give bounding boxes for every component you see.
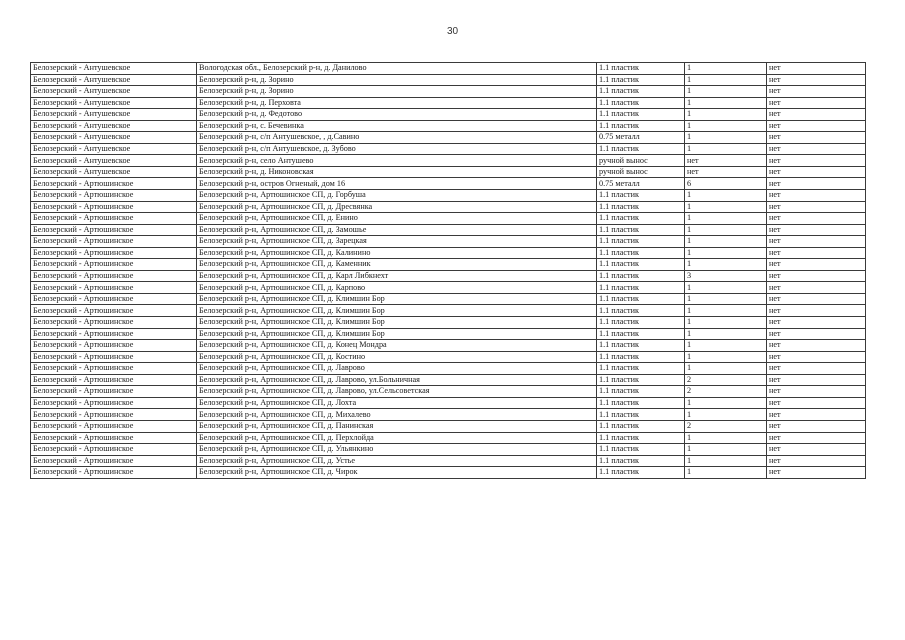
container-count-cell: 1 xyxy=(685,143,767,155)
district-settlement-cell: Белозерский - Артюшинское xyxy=(31,363,197,375)
flag-cell: нет xyxy=(767,374,866,386)
flag-cell: нет xyxy=(767,270,866,282)
container-count-cell: 1 xyxy=(685,224,767,236)
table-row xyxy=(31,317,866,329)
container-count-cell: 1 xyxy=(685,109,767,121)
container-type-cell: 1.1 пластик xyxy=(597,397,685,409)
table-row xyxy=(31,247,866,259)
flag-cell: нет xyxy=(767,120,866,132)
container-type-cell: 1.1 пластик xyxy=(597,109,685,121)
address-cell: Белозерский р-н, д. Зорино xyxy=(197,74,597,86)
table-row xyxy=(31,397,866,409)
container-count-cell: 2 xyxy=(685,420,767,432)
district-settlement-cell: Белозерский - Артюшинское xyxy=(31,351,197,363)
container-type-cell: 1.1 пластик xyxy=(597,120,685,132)
flag-cell: нет xyxy=(767,132,866,144)
address-cell: Белозерский р-н, Артюшинское СП, д. Панинская xyxy=(197,420,597,432)
container-type-cell: 1.1 пластик xyxy=(597,259,685,271)
district-settlement-cell: Белозерский - Антушевское xyxy=(31,120,197,132)
container-count-cell: 1 xyxy=(685,317,767,329)
address-cell: Белозерский р-н, Артюшинское СП, д. Енино xyxy=(197,213,597,225)
container-type-cell: 1.1 пластик xyxy=(597,213,685,225)
address-cell: Белозерский р-н, Артюшинское СП, д. Климшин Бор xyxy=(197,305,597,317)
district-settlement-cell: Белозерский - Артюшинское xyxy=(31,455,197,467)
address-cell: Белозерский р-н, с/п Антушевское, , д.Савино xyxy=(197,132,597,144)
address-cell: Белозерский р-н, Артюшинское СП, д. Дресвянка xyxy=(197,201,597,213)
table-row xyxy=(31,351,866,363)
table-row xyxy=(31,201,866,213)
container-type-cell: 1.1 пластик xyxy=(597,247,685,259)
container-type-cell: ручной вынос xyxy=(597,155,685,167)
district-settlement-cell: Белозерский - Антушевское xyxy=(31,166,197,178)
address-cell: Белозерский р-н, Артюшинское СП, д. Климшин Бор xyxy=(197,328,597,340)
container-type-cell: 1.1 пластик xyxy=(597,340,685,352)
flag-cell: нет xyxy=(767,386,866,398)
table-row xyxy=(31,340,866,352)
district-settlement-cell: Белозерский - Артюшинское xyxy=(31,467,197,479)
container-count-cell: 1 xyxy=(685,120,767,132)
container-count-cell: 1 xyxy=(685,455,767,467)
container-type-cell: 1.1 пластик xyxy=(597,317,685,329)
table-row xyxy=(31,270,866,282)
district-settlement-cell: Белозерский - Артюшинское xyxy=(31,409,197,421)
container-type-cell: 1.1 пластик xyxy=(597,224,685,236)
container-count-cell: 1 xyxy=(685,340,767,352)
container-count-cell: 1 xyxy=(685,97,767,109)
address-cell: Белозерский р-н, Артюшинское СП, д. Климшин Бор xyxy=(197,317,597,329)
table-row xyxy=(31,236,866,248)
district-settlement-cell: Белозерский - Артюшинское xyxy=(31,432,197,444)
flag-cell: нет xyxy=(767,166,866,178)
container-count-cell: 1 xyxy=(685,432,767,444)
table-row xyxy=(31,143,866,155)
table-row xyxy=(31,374,866,386)
container-count-cell: 1 xyxy=(685,132,767,144)
container-type-cell: 1.1 пластик xyxy=(597,328,685,340)
container-count-cell: 1 xyxy=(685,351,767,363)
container-type-cell: 1.1 пластик xyxy=(597,270,685,282)
container-type-cell: 0.75 металл xyxy=(597,132,685,144)
flag-cell: нет xyxy=(767,74,866,86)
flag-cell: нет xyxy=(767,409,866,421)
district-settlement-cell: Белозерский - Антушевское xyxy=(31,155,197,167)
flag-cell: нет xyxy=(767,259,866,271)
address-cell: Белозерский р-н, Артюшинское СП, д. Каменник xyxy=(197,259,597,271)
district-settlement-cell: Белозерский - Артюшинское xyxy=(31,270,197,282)
data-table xyxy=(30,62,866,479)
district-settlement-cell: Белозерский - Антушевское xyxy=(31,74,197,86)
container-count-cell: 1 xyxy=(685,86,767,98)
district-settlement-cell: Белозерский - Артюшинское xyxy=(31,282,197,294)
district-settlement-cell: Белозерский - Антушевское xyxy=(31,63,197,75)
container-type-cell: 1.1 пластик xyxy=(597,420,685,432)
container-type-cell: 1.1 пластик xyxy=(597,305,685,317)
flag-cell: нет xyxy=(767,201,866,213)
district-settlement-cell: Белозерский - Артюшинское xyxy=(31,190,197,202)
flag-cell: нет xyxy=(767,397,866,409)
flag-cell: нет xyxy=(767,63,866,75)
container-count-cell: 1 xyxy=(685,305,767,317)
container-count-cell: нет xyxy=(685,166,767,178)
address-cell: Белозерский р-н, д. Зорино xyxy=(197,86,597,98)
address-cell: Белозерский р-н, Артюшинское СП, д. Михалево xyxy=(197,409,597,421)
flag-cell: нет xyxy=(767,444,866,456)
table-row xyxy=(31,282,866,294)
container-count-cell: 1 xyxy=(685,409,767,421)
district-settlement-cell: Белозерский - Антушевское xyxy=(31,86,197,98)
table-row xyxy=(31,444,866,456)
container-count-cell: 1 xyxy=(685,74,767,86)
address-cell: Белозерский р-н, Артюшинское СП, д. Климшин Бор xyxy=(197,293,597,305)
district-settlement-cell: Белозерский - Артюшинское xyxy=(31,213,197,225)
flag-cell: нет xyxy=(767,86,866,98)
district-settlement-cell: Белозерский - Артюшинское xyxy=(31,293,197,305)
flag-cell: нет xyxy=(767,432,866,444)
district-settlement-cell: Белозерский - Артюшинское xyxy=(31,178,197,190)
address-cell: Белозерский р-н, Артюшинское СП, д. Лаврово, ул.Больничная xyxy=(197,374,597,386)
container-type-cell: 1.1 пластик xyxy=(597,374,685,386)
flag-cell: нет xyxy=(767,282,866,294)
container-type-cell: 0.75 металл xyxy=(597,178,685,190)
table-row xyxy=(31,74,866,86)
container-type-cell: 1.1 пластик xyxy=(597,409,685,421)
table-row xyxy=(31,224,866,236)
container-count-cell: 1 xyxy=(685,236,767,248)
container-count-cell: 1 xyxy=(685,201,767,213)
flag-cell: нет xyxy=(767,143,866,155)
address-cell: Белозерский р-н, с. Бечевинка xyxy=(197,120,597,132)
container-type-cell: 1.1 пластик xyxy=(597,432,685,444)
table-row xyxy=(31,213,866,225)
container-type-cell: 1.1 пластик xyxy=(597,455,685,467)
container-count-cell: 1 xyxy=(685,444,767,456)
container-type-cell: 1.1 пластик xyxy=(597,97,685,109)
address-cell: Белозерский р-н, Артюшинское СП, д. Лаврово xyxy=(197,363,597,375)
district-settlement-cell: Белозерский - Артюшинское xyxy=(31,420,197,432)
container-count-cell: 1 xyxy=(685,397,767,409)
district-settlement-cell: Белозерский - Артюшинское xyxy=(31,444,197,456)
table-row xyxy=(31,420,866,432)
table-row xyxy=(31,455,866,467)
flag-cell: нет xyxy=(767,236,866,248)
container-count-cell: 1 xyxy=(685,63,767,75)
table-row xyxy=(31,363,866,375)
container-type-cell: ручной вынос xyxy=(597,166,685,178)
container-count-cell: 1 xyxy=(685,259,767,271)
container-type-cell: 1.1 пластик xyxy=(597,293,685,305)
table-row xyxy=(31,432,866,444)
container-count-cell: 1 xyxy=(685,213,767,225)
district-settlement-cell: Белозерский - Артюшинское xyxy=(31,386,197,398)
address-cell: Белозерский р-н, Артюшинское СП, д. Карл Либкнехт xyxy=(197,270,597,282)
district-settlement-cell: Белозерский - Артюшинское xyxy=(31,374,197,386)
address-cell: Белозерский р-н, село Антушево xyxy=(197,155,597,167)
address-cell: Белозерский р-н, Артюшинское СП, д. Чирок xyxy=(197,467,597,479)
flag-cell: нет xyxy=(767,155,866,167)
district-settlement-cell: Белозерский - Антушевское xyxy=(31,143,197,155)
address-cell: Белозерский р-н, Артюшинское СП, д. Ульянкино xyxy=(197,444,597,456)
flag-cell: нет xyxy=(767,305,866,317)
address-cell: Белозерский р-н, д. Федотово xyxy=(197,109,597,121)
container-type-cell: 1.1 пластик xyxy=(597,86,685,98)
district-settlement-cell: Белозерский - Антушевское xyxy=(31,109,197,121)
table-row xyxy=(31,132,866,144)
table-row xyxy=(31,178,866,190)
district-settlement-cell: Белозерский - Артюшинское xyxy=(31,317,197,329)
flag-cell: нет xyxy=(767,340,866,352)
table-row xyxy=(31,328,866,340)
table-row xyxy=(31,120,866,132)
container-type-cell: 1.1 пластик xyxy=(597,236,685,248)
district-settlement-cell: Белозерский - Артюшинское xyxy=(31,201,197,213)
table-row xyxy=(31,467,866,479)
container-count-cell: 2 xyxy=(685,374,767,386)
address-cell: Белозерский р-н, д. Перховта xyxy=(197,97,597,109)
container-type-cell: 1.1 пластик xyxy=(597,143,685,155)
address-cell: Белозерский р-н, д. Никоновская xyxy=(197,166,597,178)
address-cell: Белозерский р-н, Артюшинское СП, д. Перхлойда xyxy=(197,432,597,444)
flag-cell: нет xyxy=(767,109,866,121)
container-type-cell: 1.1 пластик xyxy=(597,190,685,202)
container-type-cell: 1.1 пластик xyxy=(597,363,685,375)
address-cell: Белозерский р-н, Артюшинское СП, д. Зарецкая xyxy=(197,236,597,248)
address-cell: Белозерский р-н, остров Огненый, дом 16 xyxy=(197,178,597,190)
flag-cell: нет xyxy=(767,328,866,340)
table-row xyxy=(31,409,866,421)
address-cell: Белозерский р-н, Артюшинское СП, д. Горбуша xyxy=(197,190,597,202)
table-row xyxy=(31,190,866,202)
container-type-cell: 1.1 пластик xyxy=(597,201,685,213)
container-count-cell: нет xyxy=(685,155,767,167)
address-cell: Белозерский р-н, Артюшинское СП, д. Карпово xyxy=(197,282,597,294)
flag-cell: нет xyxy=(767,247,866,259)
district-settlement-cell: Белозерский - Антушевское xyxy=(31,132,197,144)
page-number: 30 xyxy=(446,26,459,37)
container-type-cell: 1.1 пластик xyxy=(597,63,685,75)
container-type-cell: 1.1 пластик xyxy=(597,74,685,86)
table-row xyxy=(31,97,866,109)
flag-cell: нет xyxy=(767,293,866,305)
table-row xyxy=(31,63,866,75)
table-row xyxy=(31,305,866,317)
container-count-cell: 1 xyxy=(685,467,767,479)
address-cell: Белозерский р-н, с/п Антушевское, д. Зубово xyxy=(197,143,597,155)
container-count-cell: 1 xyxy=(685,328,767,340)
table-row xyxy=(31,109,866,121)
address-cell: Белозерский р-н, Артюшинское СП, д. Устье xyxy=(197,455,597,467)
container-count-cell: 3 xyxy=(685,270,767,282)
container-count-cell: 1 xyxy=(685,293,767,305)
flag-cell: нет xyxy=(767,190,866,202)
container-count-cell: 1 xyxy=(685,363,767,375)
address-cell: Белозерский р-н, Артюшинское СП, д. Конец Мондра xyxy=(197,340,597,352)
district-settlement-cell: Белозерский - Артюшинское xyxy=(31,305,197,317)
table-row xyxy=(31,155,866,167)
address-cell: Вологодская обл., Белозерский р-н, д. Данилово xyxy=(197,63,597,75)
container-count-cell: 1 xyxy=(685,247,767,259)
container-type-cell: 1.1 пластик xyxy=(597,351,685,363)
container-type-cell: 1.1 пластик xyxy=(597,282,685,294)
address-cell: Белозерский р-н, Артюшинское СП, д. Замошье xyxy=(197,224,597,236)
table-row xyxy=(31,166,866,178)
district-settlement-cell: Белозерский - Артюшинское xyxy=(31,328,197,340)
district-settlement-cell: Белозерский - Артюшинское xyxy=(31,236,197,248)
container-count-cell: 2 xyxy=(685,386,767,398)
district-settlement-cell: Белозерский - Артюшинское xyxy=(31,259,197,271)
district-settlement-cell: Белозерский - Артюшинское xyxy=(31,247,197,259)
address-cell: Белозерский р-н, Артюшинское СП, д. Калинино xyxy=(197,247,597,259)
container-type-cell: 1.1 пластик xyxy=(597,386,685,398)
address-cell: Белозерский р-н, Артюшинское СП, д. Лохта xyxy=(197,397,597,409)
container-type-cell: 1.1 пластик xyxy=(597,467,685,479)
table-row xyxy=(31,293,866,305)
container-count-cell: 1 xyxy=(685,282,767,294)
table-row xyxy=(31,259,866,271)
district-settlement-cell: Белозерский - Антушевское xyxy=(31,97,197,109)
flag-cell: нет xyxy=(767,224,866,236)
flag-cell: нет xyxy=(767,363,866,375)
district-settlement-cell: Белозерский - Артюшинское xyxy=(31,224,197,236)
district-settlement-cell: Белозерский - Артюшинское xyxy=(31,397,197,409)
district-settlement-cell: Белозерский - Артюшинское xyxy=(31,340,197,352)
flag-cell: нет xyxy=(767,97,866,109)
flag-cell: нет xyxy=(767,455,866,467)
container-count-cell: 1 xyxy=(685,190,767,202)
flag-cell: нет xyxy=(767,178,866,190)
flag-cell: нет xyxy=(767,213,866,225)
container-count-cell: 6 xyxy=(685,178,767,190)
table-body xyxy=(31,63,866,479)
address-cell: Белозерский р-н, Артюшинское СП, д. Костино xyxy=(197,351,597,363)
table-row xyxy=(31,86,866,98)
table-row xyxy=(31,386,866,398)
container-type-cell: 1.1 пластик xyxy=(597,444,685,456)
flag-cell: нет xyxy=(767,351,866,363)
flag-cell: нет xyxy=(767,317,866,329)
flag-cell: нет xyxy=(767,467,866,479)
address-cell: Белозерский р-н, Артюшинское СП, д. Лаврово, ул.Сельсоветская xyxy=(197,386,597,398)
flag-cell: нет xyxy=(767,420,866,432)
